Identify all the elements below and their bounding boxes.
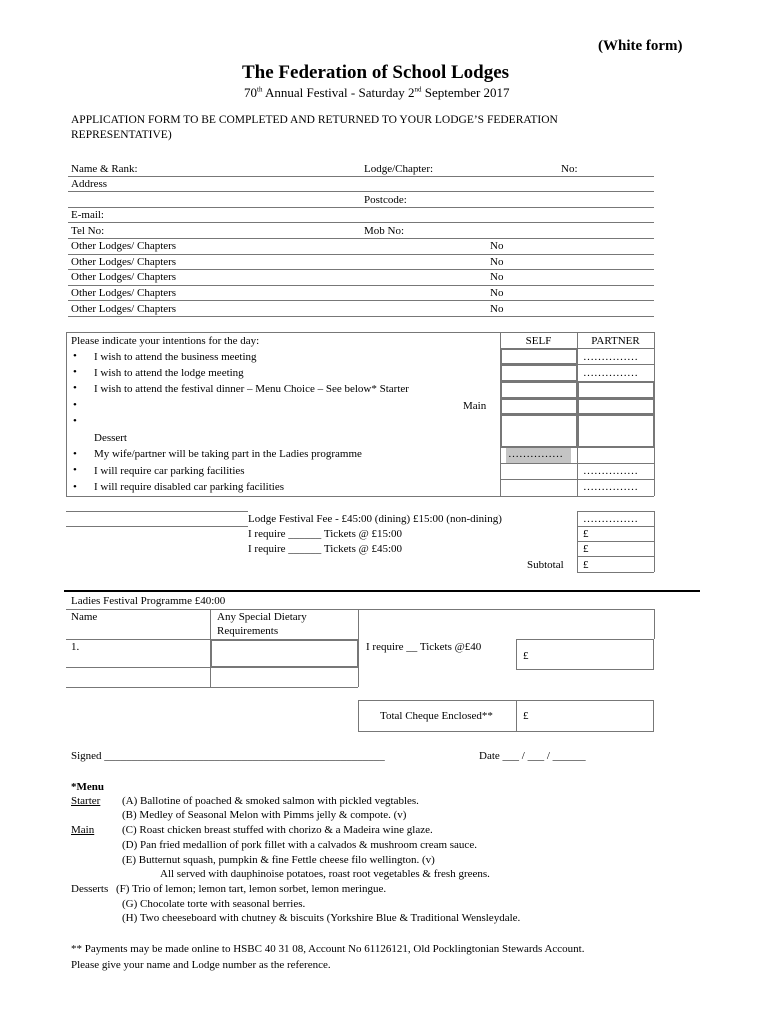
menu-heading: *Menu	[71, 781, 104, 793]
other-lodges-field[interactable]: Other Lodges/ Chapters	[71, 240, 177, 252]
partner-dessert-cell[interactable]	[578, 415, 654, 447]
other-lodges-field[interactable]: Other Lodges/ Chapters	[71, 256, 177, 268]
other-lodges-no-field[interactable]: No	[490, 240, 504, 252]
menu-starter-label: Starter	[71, 795, 101, 807]
self-main-cell[interactable]	[501, 399, 577, 414]
menu-item-c: (C) Roast chicken breast stuffed with chorizo & a Madeira wine glaze.	[122, 824, 433, 836]
menu-item-b: (B) Medley of Seasonal Melon with Pimms jelly & compote. (v)	[122, 809, 407, 821]
bullet: •	[73, 448, 77, 460]
self-dessert-cell[interactable]	[501, 415, 577, 447]
ladies-diet-header-2: Requirements	[217, 625, 279, 637]
other-lodges-field[interactable]: Other Lodges/ Chapters	[71, 303, 177, 315]
lodge-no-field[interactable]: No:	[561, 163, 578, 175]
tickets-45-field[interactable]: I require ______ Tickets @ £45:00	[248, 543, 403, 555]
menu-desserts-label: Desserts	[71, 883, 109, 895]
partner-business-meeting-cell[interactable]: ……………	[583, 351, 638, 363]
lodge-festival-fee-label: Lodge Festival Fee - £45:00 (dining) £15:00 (non-dining)	[248, 513, 502, 525]
ladies-diet-header: Any Special Dietary	[217, 611, 307, 623]
bullet: •	[73, 399, 77, 411]
tickets-45-amount[interactable]: £	[583, 543, 589, 555]
tickets-15-amount[interactable]: £	[583, 528, 589, 540]
menu-item-h: (H) Two cheeseboard with chutney & biscuits (Yorkshire Blue & Traditional Wensleydale.	[122, 912, 521, 924]
total-cheque-label: Total Cheque Enclosed**	[380, 710, 493, 722]
reference-note: Please give your name and Lodge number as the reference.	[71, 959, 331, 971]
other-lodges-no-field[interactable]: No	[490, 256, 504, 268]
self-starter-cell[interactable]	[501, 382, 577, 398]
bullet: •	[73, 382, 77, 394]
intention-business-meeting: I wish to attend the business meeting	[94, 351, 257, 363]
intentions-heading: Please indicate your intentions for the day:	[71, 335, 260, 347]
ladies-name-header: Name	[71, 611, 98, 623]
tickets-15-field[interactable]: I require ______ Tickets @ £15:00	[248, 528, 403, 540]
menu-main-label: Main	[71, 824, 95, 836]
ladies-amount-box[interactable]	[516, 639, 654, 670]
partner-main-cell[interactable]	[578, 399, 654, 414]
fee-amount-cell[interactable]: ……………	[583, 513, 638, 525]
bullet: •	[73, 366, 77, 378]
date-field[interactable]: Date ___ / ___ / ______	[479, 750, 586, 762]
menu-item-f: (F) Trio of lemon; lemon tart, lemon sorbet, lemon meringue.	[116, 883, 387, 895]
bullet: •	[73, 464, 77, 476]
partner-lodge-meeting-cell[interactable]: ……………	[583, 367, 638, 379]
instruction-line-2: REPRESENTATIVE)	[71, 129, 172, 141]
other-lodges-no-field[interactable]: No	[490, 303, 504, 315]
self-lodge-meeting-cell[interactable]	[501, 365, 577, 381]
page-title: The Federation of School Lodges	[242, 62, 510, 83]
partner-car-parking-cell[interactable]: ……………	[583, 465, 638, 477]
signed-field[interactable]: Signed ___________________________________________________	[71, 750, 385, 762]
email-field[interactable]: E-mail:	[71, 209, 104, 221]
other-lodges-no-field[interactable]: No	[490, 271, 504, 283]
partner-starter-cell[interactable]	[578, 382, 654, 398]
intention-lodge-meeting: I wish to attend the lodge meeting	[94, 367, 244, 379]
intention-main-label: Main	[463, 400, 487, 412]
other-lodges-field[interactable]: Other Lodges/ Chapters	[71, 271, 177, 283]
intention-disabled-parking: I will require disabled car parking facilities	[94, 481, 284, 493]
ladies-amount-pound: £	[523, 650, 529, 662]
tel-field[interactable]: Tel No:	[71, 225, 105, 237]
subtotal-label: Subtotal	[527, 559, 564, 571]
page-subtitle: 70th Annual Festival - Saturday 2nd September 2017	[244, 85, 510, 100]
self-business-meeting-cell[interactable]	[501, 349, 577, 364]
instruction-line-1: APPLICATION FORM TO BE COMPLETED AND RETURNED TO YOUR LODGE’S FEDERATION	[71, 114, 558, 126]
other-lodges-no-field[interactable]: No	[490, 287, 504, 299]
ladies-name-row-1[interactable]: 1.	[71, 641, 80, 653]
address-field[interactable]: Address	[71, 178, 108, 190]
ladies-programme-heading: Ladies Festival Programme £40:00	[71, 595, 226, 607]
menu-served-with: All served with dauphinoise potatoes, roast root vegetables & fresh greens.	[160, 868, 490, 880]
menu-item-e: (E) Butternut squash, pumpkin & fine Fettle cheese filo wellington. (v)	[122, 854, 435, 866]
intention-ladies-programme: My wife/partner will be taking part in the Ladies programme	[94, 448, 362, 460]
partner-disabled-parking-cell[interactable]: ……………	[583, 481, 638, 493]
ladies-diet-row-1[interactable]	[211, 640, 358, 667]
bullet: •	[73, 415, 77, 427]
bullet: •	[73, 481, 77, 493]
intention-dessert-label: Dessert	[94, 432, 127, 444]
self-column-header: SELF	[525, 335, 552, 347]
total-cheque-amount[interactable]: £	[523, 710, 529, 722]
subtotal-amount[interactable]: £	[583, 559, 589, 571]
intention-car-parking: I will require car parking facilities	[94, 465, 245, 477]
menu-item-a: (A) Ballotine of poached & smoked salmon with pickled vegtables.	[122, 795, 419, 807]
lodge-chapter-field[interactable]: Lodge/Chapter:	[364, 163, 434, 175]
form-type-label: (White form)	[598, 38, 683, 54]
ladies-tickets-field[interactable]: I require __ Tickets @£40	[366, 641, 482, 653]
name-rank-field[interactable]: Name & Rank:	[71, 163, 138, 175]
partner-column-header: PARTNER	[591, 335, 640, 347]
self-ladies-programme-cell[interactable]: ……………	[508, 448, 563, 460]
other-lodges-field[interactable]: Other Lodges/ Chapters	[71, 287, 177, 299]
bullet: •	[73, 350, 77, 362]
menu-item-d: (D) Pan fried medallion of pork fillet with a calvados & mushroom cream sauce.	[122, 839, 477, 851]
mob-field[interactable]: Mob No:	[364, 225, 405, 237]
intention-festival-dinner: I wish to attend the festival dinner – Menu Choice – See below* Starter	[94, 383, 409, 395]
postcode-field[interactable]: Postcode:	[364, 194, 407, 206]
payment-note: ** Payments may be made online to HSBC 40 31 08, Account No 61126121, Old Pocklingtonian Stewards Account.	[71, 943, 585, 955]
menu-item-g: (G) Chocolate torte with seasonal berries.	[122, 898, 306, 910]
